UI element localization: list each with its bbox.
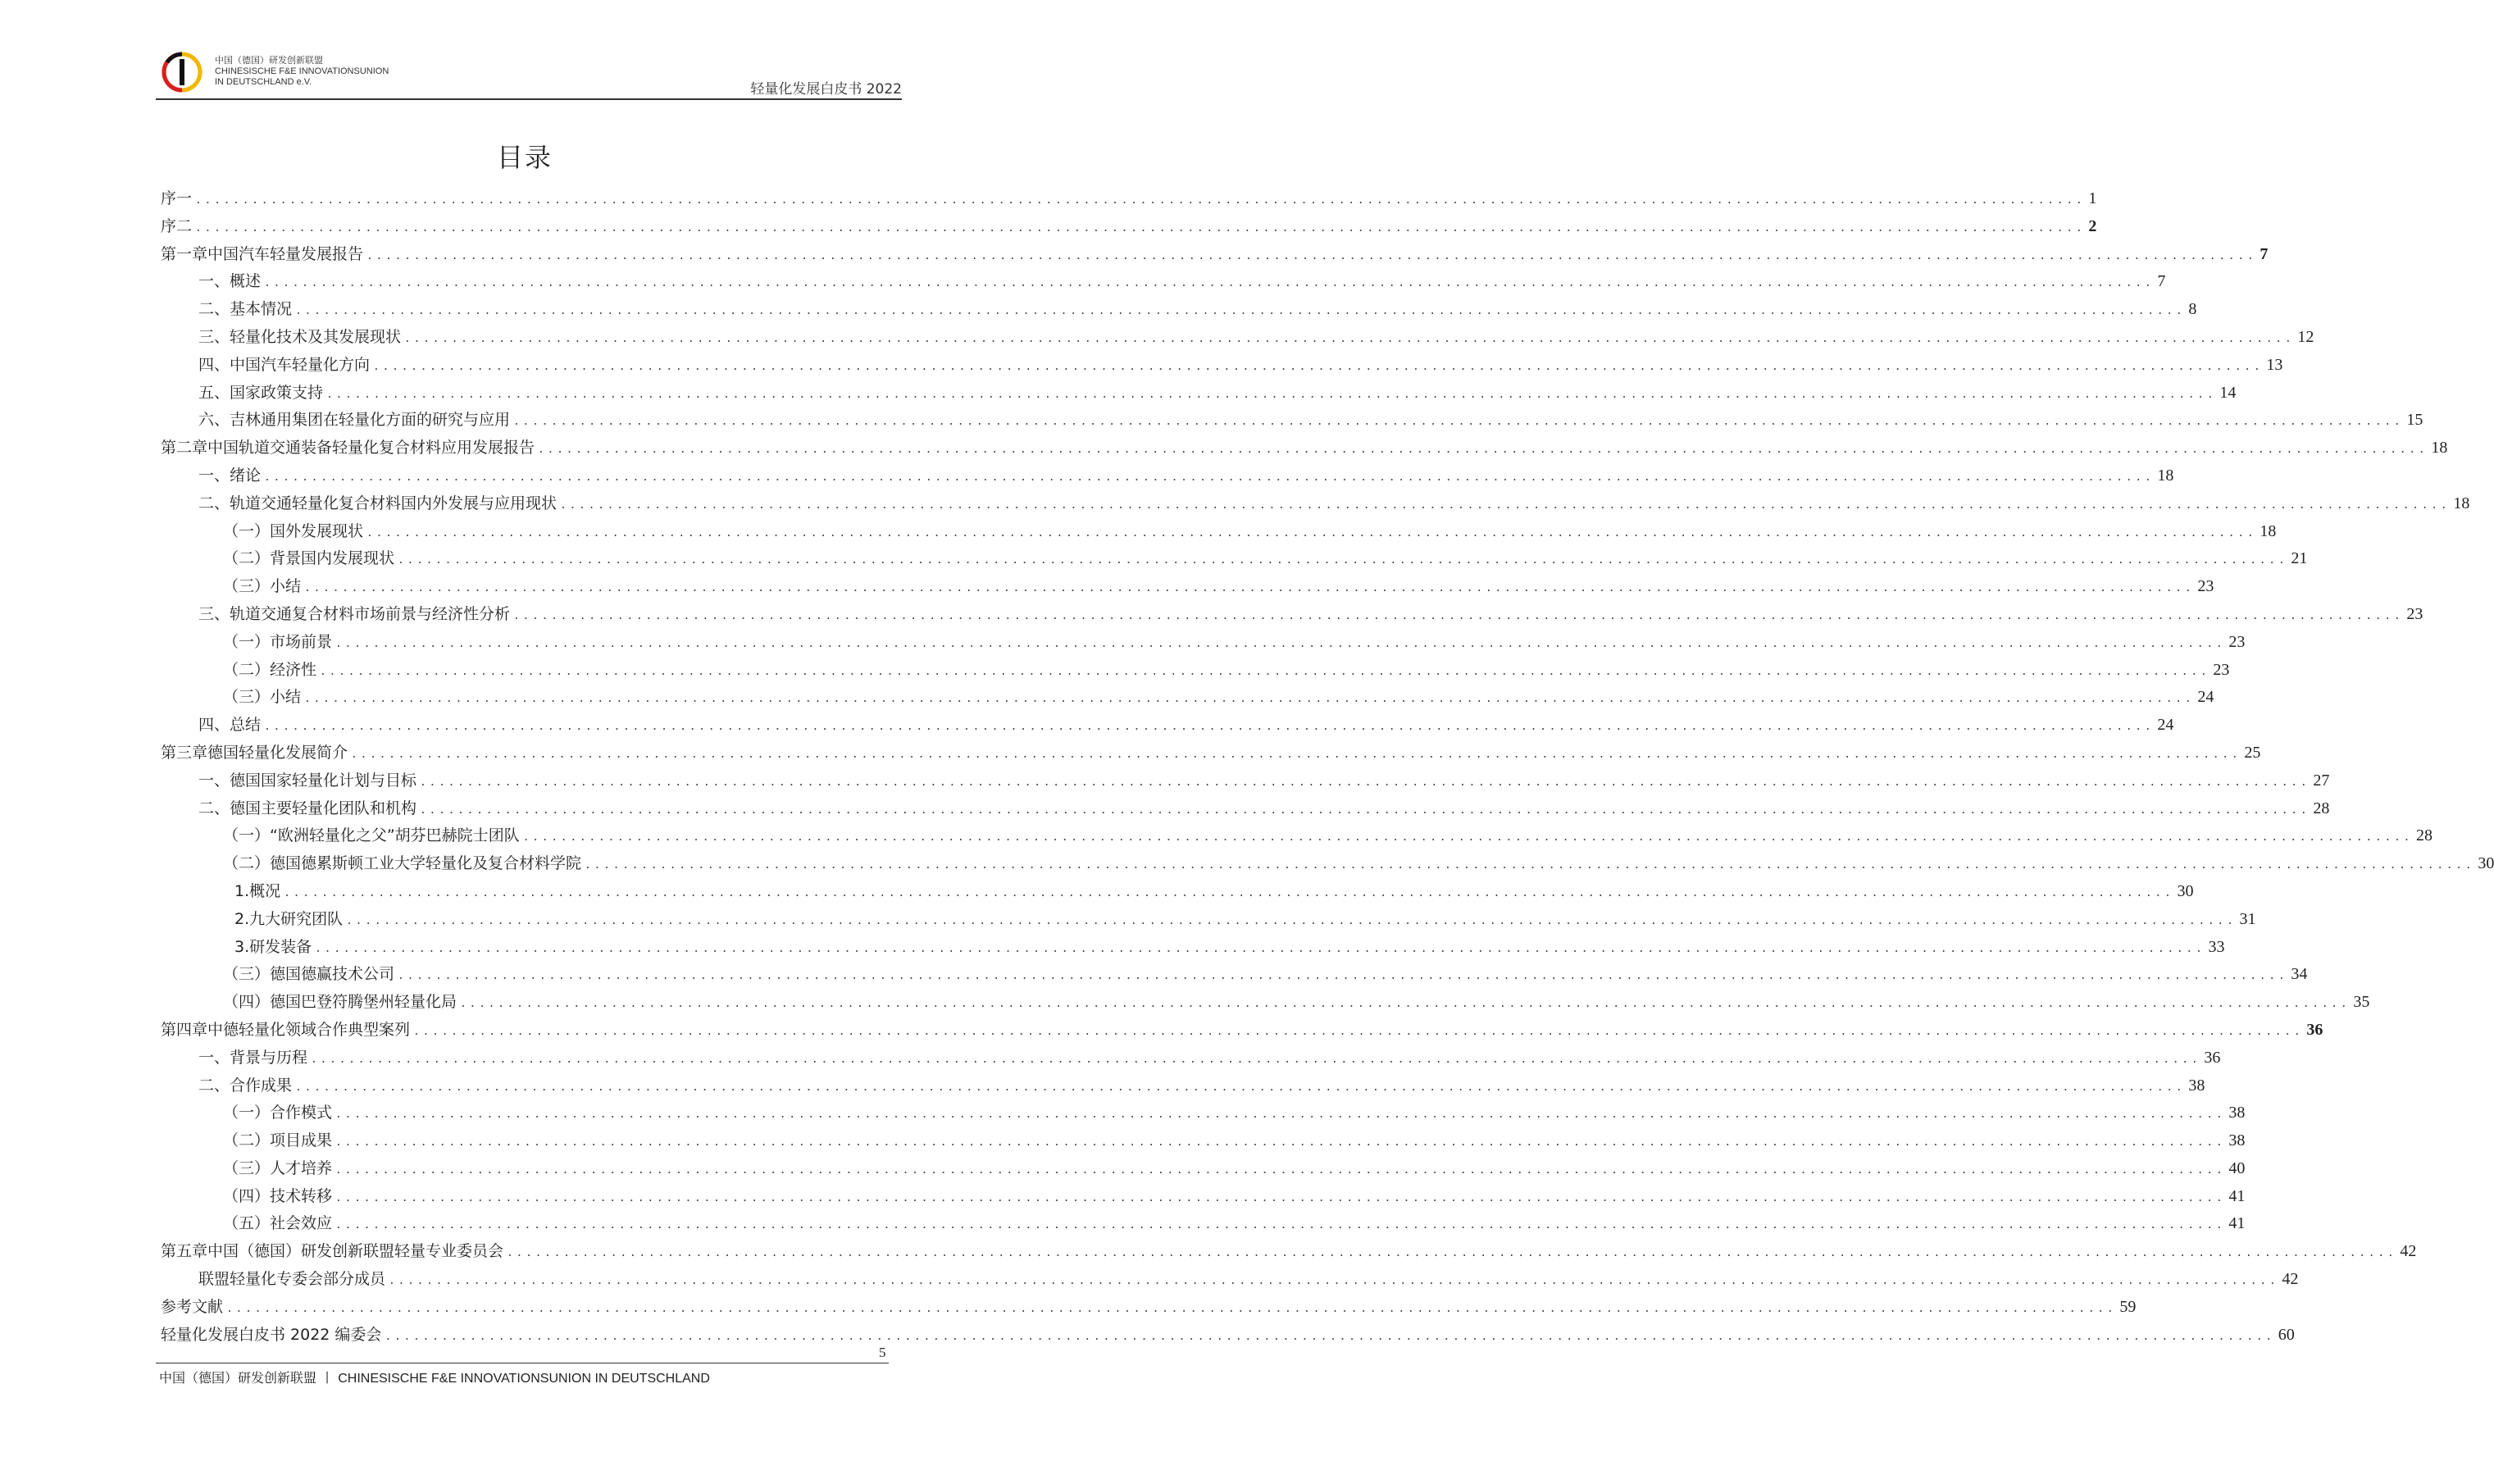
toc-entry-page: 7	[2260, 244, 2269, 263]
page-header	[156, 51, 902, 100]
toc-dot-leader: ........................................................................................................................................................................................................	[335, 1108, 2226, 1122]
toc-entry[interactable]	[161, 989, 2370, 1017]
toc-entry-label: （四）德国巴登符腾堡州轻量化局	[223, 993, 457, 1012]
toc-dot-leader: ........................................................................................................................................................................................................	[335, 1163, 2226, 1177]
toc-entry-page: 25	[2244, 743, 2261, 762]
toc-entry[interactable]	[161, 767, 2330, 795]
toc-dot-leader: ........................................................................................................................................................................................................	[295, 1081, 2186, 1094]
toc-entry-label: 参考文献	[161, 1297, 224, 1316]
toc-entry-label: 二、轨道交通轻量化复合材料国内外发展与应用现状	[198, 494, 558, 512]
org-name-cn: 中国（德国）研发创新联盟	[215, 56, 323, 66]
toc-entry-label: （五）社会效应	[223, 1214, 333, 1233]
toc-dot-leader: ........................................................................................................................................................................................................	[226, 1302, 2117, 1315]
toc-entry-page: 34	[2291, 965, 2308, 984]
toc-entry-page: 2	[2088, 216, 2097, 235]
toc-entry-page: 12	[2297, 327, 2314, 346]
toc-entry-page: 28	[2416, 826, 2433, 845]
toc-entry-label: 联盟轻量化专委会部分成员	[198, 1270, 386, 1289]
toc-dot-leader: ........................................................................................................................................................................................................	[195, 221, 2086, 234]
toc-entry[interactable]	[161, 435, 2448, 462]
toc-dot-leader: ........................................................................................................................................................................................................	[346, 914, 2237, 927]
toc-entry-label: 三、轨道交通复合材料市场前景与经济性分析	[198, 604, 511, 623]
toc-dot-leader: ........................................................................................................................................................................................................	[304, 582, 2195, 595]
toc-entry-label: 3.研发装备	[234, 937, 312, 956]
toc-entry-label: （二）德国德累斯顿工业大学轻量化及复合材料学院	[223, 854, 582, 873]
toc-entry-label: （一）国外发展现状	[223, 521, 364, 540]
page-number: 5	[879, 1345, 886, 1360]
org-name-en-line2: IN DEUTSCHLAND e.V.	[215, 77, 312, 87]
toc-entry[interactable]	[161, 712, 2174, 740]
toc-entry-page: 18	[2157, 466, 2174, 485]
toc-entry-label: 第三章德国轻量化发展简介	[161, 743, 348, 762]
toc-dot-leader: ........................................................................................................................................................................................................	[335, 637, 2226, 650]
toc-entry-label: 一、背景与历程	[198, 1048, 308, 1067]
toc-entry-label: 二、合作成果	[198, 1076, 293, 1095]
toc-dot-leader: ........................................................................................................................................................................................................	[420, 803, 2310, 817]
toc-entry[interactable]	[161, 324, 2314, 352]
toc-dot-leader: ........................................................................................................................................................................................................	[304, 693, 2195, 706]
toc-dot-leader: ........................................................................................................................................................................................................	[264, 277, 2155, 290]
toc-entry-label: （三）德国德赢技术公司	[223, 965, 395, 984]
toc-entry-page: 35	[2353, 993, 2370, 1012]
toc-dot-leader: ........................................................................................................................................................................................................	[507, 1247, 2397, 1260]
toc-entry[interactable]	[161, 1017, 2323, 1045]
toc-entry-label: （三）人才培养	[223, 1159, 333, 1177]
toc-dot-leader: ........................................................................................................................................................................................................	[398, 554, 2288, 567]
toc-dot-leader: ........................................................................................................................................................................................................	[295, 305, 2186, 318]
toc-entry-label: （三）小结	[223, 688, 302, 707]
toc-entry[interactable]	[161, 601, 2423, 629]
toc-entry-page: 23	[2228, 632, 2246, 651]
toc-dot-leader: ........................................................................................................................................................................................................	[389, 1275, 2279, 1288]
toc-entry-page: 8	[2188, 300, 2197, 319]
toc-entry[interactable]	[161, 352, 2283, 380]
toc-entry[interactable]	[161, 490, 2470, 518]
toc-entry[interactable]	[161, 961, 2308, 989]
toc-entry[interactable]	[161, 740, 2261, 767]
toc-entry-page: 33	[2208, 937, 2225, 956]
toc-entry-label: 六、吉林通用集团在轻量化方面的研究与应用	[198, 411, 511, 430]
toc-entry[interactable]	[161, 795, 2330, 823]
toc-entry-page: 14	[2219, 383, 2237, 402]
toc-entry-page: 41	[2228, 1186, 2246, 1205]
toc-entry-page: 18	[2431, 439, 2448, 457]
toc-dot-leader: ........................................................................................................................................................................................................	[264, 471, 2155, 484]
toc-entry[interactable]	[161, 1099, 2246, 1127]
toc-entry-page: 30	[2177, 881, 2194, 900]
toc-dot-leader: ........................................................................................................................................................................................................	[284, 886, 2174, 899]
toc-entry[interactable]	[161, 185, 2097, 213]
organization-logo-icon	[161, 51, 203, 93]
toc-dot-leader: ........................................................................................................................................................................................................	[585, 859, 2475, 872]
toc-entry-page: 36	[2306, 1020, 2323, 1039]
page-footer	[159, 1368, 710, 1386]
toc-entry-page: 27	[2313, 771, 2330, 790]
toc-dot-leader: ........................................................................................................................................................................................................	[195, 194, 2086, 207]
toc-dot-leader: ........................................................................................................................................................................................................	[366, 249, 2257, 262]
org-name-en-line1: CHINESISCHE F&E INNOVATIONSUNION	[215, 66, 389, 76]
toc-entry-page: 18	[2453, 494, 2470, 512]
table-of-contents	[161, 185, 2494, 1349]
toc-entry[interactable]	[161, 934, 2225, 962]
footer-org-cn: 中国（德国）研发创新联盟	[159, 1370, 317, 1386]
toc-dot-leader: ........................................................................................................................................................................................................	[413, 1025, 2304, 1038]
organization-name	[215, 56, 389, 88]
toc-entry-page: 60	[2278, 1325, 2295, 1344]
toc-entry[interactable]	[161, 380, 2237, 407]
toc-entry-label: 三、轻量化技术及其发展现状	[198, 327, 402, 346]
toc-entry[interactable]	[161, 268, 2166, 296]
toc-entry[interactable]	[161, 518, 2277, 546]
toc-entry-label: 第一章中国汽车轻量发展报告	[161, 244, 364, 263]
toc-entry[interactable]	[161, 1210, 2246, 1238]
toc-entry[interactable]	[161, 407, 2423, 435]
toc-entry[interactable]	[161, 1294, 2137, 1322]
toc-entry[interactable]	[161, 1183, 2246, 1211]
toc-entry[interactable]	[161, 1238, 2417, 1266]
toc-entry-label: 一、绪论	[198, 466, 262, 485]
toc-entry-label: （一）合作模式	[223, 1104, 333, 1122]
toc-entry-label: 1.概况	[234, 881, 281, 900]
toc-dot-leader: ........................................................................................................................................................................................................	[404, 332, 2295, 345]
toc-dot-leader: ........................................................................................................................................................................................................	[264, 721, 2155, 734]
toc-entry-page: 18	[2260, 521, 2277, 540]
toc-dot-leader: ........................................................................................................................................................................................................	[398, 970, 2288, 983]
toc-dot-leader: ........................................................................................................................................................................................................	[420, 776, 2310, 789]
toc-entry-page: 59	[2119, 1297, 2137, 1316]
toc-entry[interactable]	[161, 1127, 2246, 1155]
toc-dot-leader: ........................................................................................................................................................................................................	[373, 360, 2264, 373]
toc-entry-page: 42	[2282, 1270, 2299, 1289]
toc-entry-page: 23	[2406, 604, 2423, 623]
toc-entry-page: 38	[2228, 1131, 2246, 1150]
toc-entry-page: 28	[2313, 799, 2330, 817]
toc-entry-page: 38	[2228, 1104, 2246, 1122]
toc-entry-label: （二）经济性	[223, 660, 317, 679]
toc-entry[interactable]	[161, 1322, 2295, 1350]
toc-entry-label: 一、概述	[198, 272, 262, 291]
toc-entry[interactable]	[161, 1072, 2205, 1100]
toc-entry-page: 13	[2266, 355, 2283, 374]
toc-entry-label: 轻量化发展白皮书 2022 编委会	[161, 1325, 382, 1344]
toc-entry-label: 序二	[161, 216, 193, 235]
toc-entry-page: 21	[2291, 549, 2308, 568]
toc-entry-label: 第二章中国轨道交通装备轻量化复合材料应用发展报告	[161, 439, 535, 457]
toc-entry-label: （四）技术转移	[223, 1186, 333, 1205]
toc-entry-label: 第五章中国（德国）研发创新联盟轻量专业委员会	[161, 1242, 504, 1261]
toc-entry-page: 36	[2204, 1048, 2221, 1067]
toc-entry[interactable]	[161, 213, 2097, 241]
toc-entry[interactable]	[161, 629, 2246, 657]
toc-dot-leader: ........................................................................................................................................................................................................	[335, 1136, 2226, 1149]
toc-dot-leader: ........................................................................................................................................................................................................	[335, 1219, 2226, 1232]
toc-entry[interactable]	[161, 1266, 2299, 1294]
toc-entry-page: 23	[2197, 577, 2214, 596]
toc-entry-page: 24	[2197, 688, 2214, 707]
toc-entry-page: 40	[2228, 1159, 2246, 1177]
toc-entry-label: （三）小结	[223, 577, 302, 596]
toc-entry[interactable]	[161, 906, 2256, 934]
toc-entry-page: 31	[2239, 909, 2256, 928]
toc-entry[interactable]	[161, 241, 2269, 269]
toc-dot-leader: ........................................................................................................................................................................................................	[513, 416, 2404, 429]
footer-separator: 丨	[321, 1370, 335, 1386]
toc-dot-leader: ........................................................................................................................................................................................................	[335, 1191, 2226, 1204]
toc-dot-leader: ........................................................................................................................................................................................................	[315, 942, 2205, 955]
toc-dot-leader: ........................................................................................................................................................................................................	[326, 388, 2217, 401]
toc-dot-leader: ........................................................................................................................................................................................................	[385, 1330, 2275, 1343]
toc-entry[interactable]	[161, 1045, 2221, 1072]
toc-entry[interactable]	[161, 878, 2194, 906]
toc-entry[interactable]	[161, 657, 2230, 685]
toc-entry-page: 24	[2157, 716, 2174, 735]
toc-entry[interactable]	[161, 545, 2308, 573]
toc-entry-label: （一）市场前景	[223, 632, 333, 651]
toc-entry-label: 二、基本情况	[198, 300, 293, 319]
footer-org-en: CHINESISCHE F&E INNOVATIONSUNION IN DEUTSCHLAND	[338, 1372, 710, 1386]
toc-entry-page: 23	[2213, 660, 2230, 679]
toc-entry-label: 二、德国主要轻量化团队和机构	[198, 799, 417, 817]
toc-entry[interactable]	[161, 296, 2197, 324]
toc-entry-label: 2.九大研究团队	[234, 909, 344, 928]
document-title: 轻量化发展白皮书 2022	[750, 81, 902, 98]
toc-entry-page: 38	[2188, 1076, 2205, 1095]
toc-entry-label: 一、德国国家轻量化计划与目标	[198, 771, 417, 790]
toc-dot-leader: ........................................................................................................................................................................................................	[560, 498, 2451, 512]
toc-dot-leader: ........................................................................................................................................................................................................	[311, 1053, 2201, 1066]
toc-entry-page: 42	[2400, 1242, 2417, 1261]
toc-entry-page: 30	[2478, 854, 2494, 873]
toc-entry-page: 1	[2088, 189, 2097, 207]
toc-dot-leader: ........................................................................................................................................................................................................	[513, 609, 2404, 622]
toc-entry[interactable]	[161, 684, 2214, 712]
toc-entry[interactable]	[161, 462, 2174, 490]
toc-entry-page: 41	[2228, 1214, 2246, 1233]
toc-dot-leader: ........................................................................................................................................................................................................	[366, 526, 2257, 539]
toc-entry-label: （二）项目成果	[223, 1131, 333, 1150]
toc-entry-label: 第四章中德轻量化领域合作典型案列	[161, 1020, 411, 1039]
toc-entry[interactable]	[161, 573, 2214, 601]
toc-entry-page: 7	[2157, 272, 2166, 291]
toc-entry-label: （一）“欧洲轻量化之父”胡芬巴赫院士团队	[223, 826, 520, 845]
toc-dot-leader: ........................................................................................................................................................................................................	[522, 831, 2414, 844]
toc-title: 目录	[496, 142, 553, 173]
toc-dot-leader: ........................................................................................................................................................................................................	[320, 665, 2210, 678]
toc-entry[interactable]	[161, 822, 2433, 850]
toc-entry-label: 五、国家政策支持	[198, 383, 324, 402]
toc-entry-label: 四、总结	[198, 716, 262, 735]
toc-entry-label: 序一	[161, 189, 193, 207]
toc-dot-leader: ........................................................................................................................................................................................................	[351, 748, 2241, 761]
toc-dot-leader: ........................................................................................................................................................................................................	[460, 998, 2351, 1011]
toc-entry[interactable]	[161, 850, 2494, 878]
toc-entry[interactable]	[161, 1155, 2246, 1183]
toc-entry-page: 15	[2406, 411, 2423, 430]
toc-dot-leader: ........................................................................................................................................................................................................	[538, 444, 2428, 457]
toc-entry-label: （二）背景国内发展现状	[223, 549, 395, 568]
toc-entry-label: 四、中国汽车轻量化方向	[198, 355, 371, 374]
